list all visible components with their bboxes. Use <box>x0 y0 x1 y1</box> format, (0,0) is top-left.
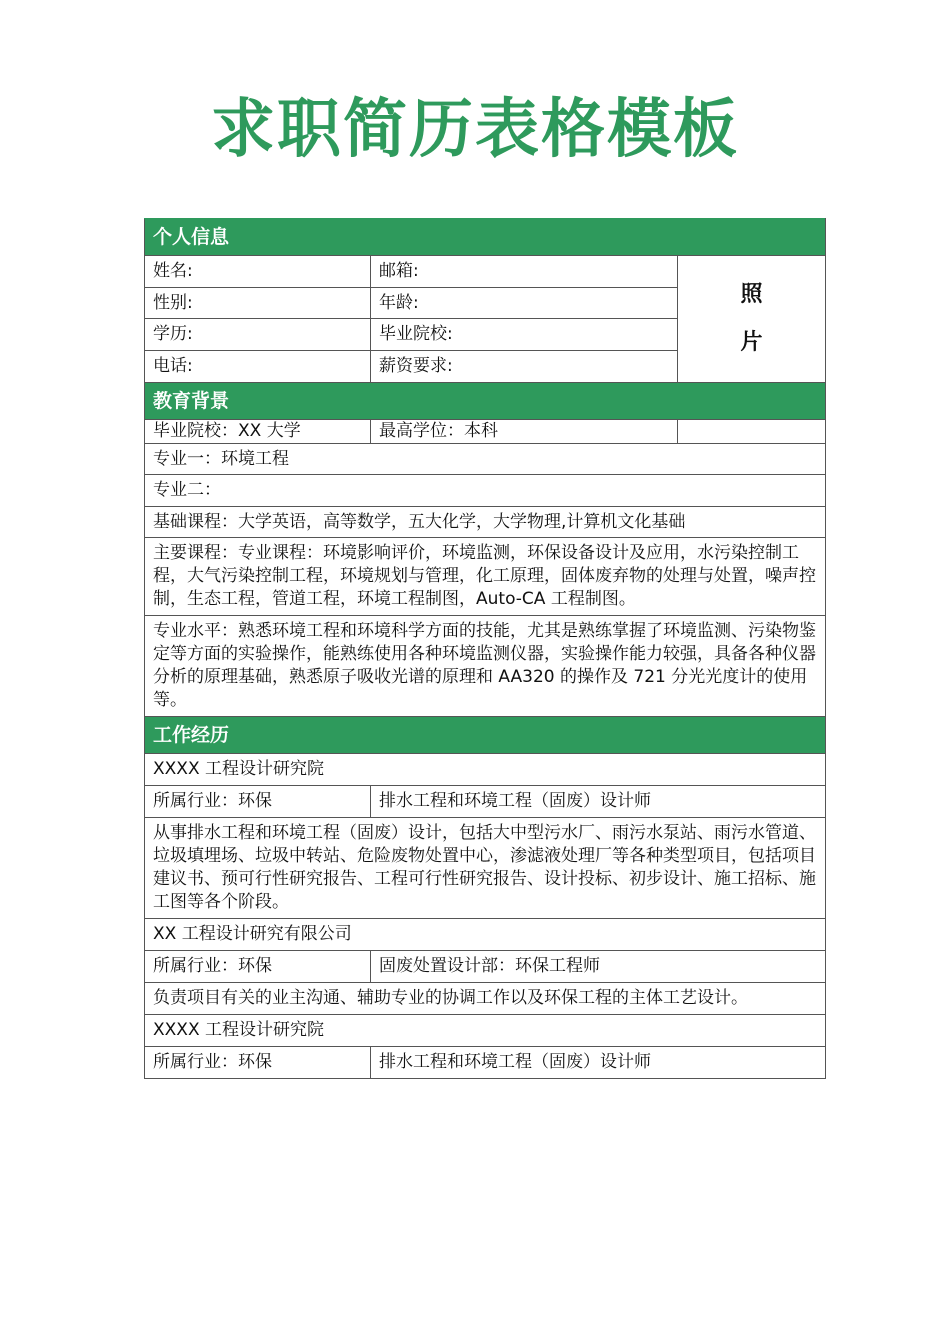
work-position: 排水工程和环境工程（固废）设计师 <box>371 1047 826 1079</box>
work-company: XX 工程设计研究有限公司 <box>145 919 826 951</box>
work-industry: 所属行业：环保 <box>145 1047 371 1079</box>
section-header-work: 工作经历 <box>145 717 826 754</box>
photo-placeholder <box>678 256 826 383</box>
photo-label-line1: 照 <box>740 282 763 307</box>
section-header-personal: 个人信息 <box>145 219 826 256</box>
work-description: 从事排水工程和环境工程（固废）设计，包括大中型污水厂、雨污水泵站、雨污水管道、垃圾填埋场、垃圾中转站、危险废物处置中心，渗滤液处理厂等各种类型项目，包括项目建议书、预可行性研究报告、工程可行性研究报告、设计投标、初步设计、施工招标、施工图等各个阶段。 <box>145 818 826 919</box>
work-industry: 所属行业：环保 <box>145 951 371 983</box>
skill-level: 专业水平：熟悉环境工程和环境科学方面的技能，尤其是熟练掌握了环境监测、污染物鉴定等方面的实验操作，能熟练使用各种环境监测仪器，实验操作能力较强，具备各种仪器分析的原理基础，熟悉原子吸收光谱的原理和 AA320 的操作及 721 分光光度计的使用等。 <box>145 616 826 717</box>
highest-degree: 最高学位：本科 <box>371 420 678 444</box>
work-position: 固废处置设计部：环保工程师 <box>371 951 826 983</box>
gender-field: 性别: <box>145 288 371 319</box>
work-company: XXXX 工程设计研究院 <box>145 1015 826 1047</box>
section-header-education: 教育背景 <box>145 383 826 420</box>
empty-cell <box>678 420 826 444</box>
resume-table <box>144 218 826 1079</box>
phone-field: 电话: <box>145 351 371 383</box>
major-one: 专业一：环境工程 <box>145 444 826 475</box>
basic-courses: 基础课程：大学英语，高等数学，五大化学，大学物理,计算机文化基础 <box>145 507 826 538</box>
school-field: 毕业院校: <box>371 319 678 351</box>
major-two: 专业二： <box>145 475 826 507</box>
age-field: 年龄: <box>371 288 678 319</box>
email-field: 邮箱: <box>371 256 678 288</box>
name-field: 姓名: <box>145 256 371 288</box>
graduated-school: 毕业院校：XX 大学 <box>145 420 371 444</box>
photo-label-line2: 片 <box>740 330 763 355</box>
degree-field: 学历: <box>145 319 371 351</box>
page-title: 求职简历表格模板 <box>211 93 739 167</box>
work-company: XXXX 工程设计研究院 <box>145 754 826 786</box>
main-courses: 主要课程：专业课程：环境影响评价，环境监测，环保设备设计及应用，水污染控制工程，大气污染控制工程，环境规划与管理，化工原理，固体废弃物的处理与处置，噪声控制，生态工程，管道工程，环境工程制图，Auto-CA 工程制图。 <box>145 538 826 616</box>
work-description: 负责项目有关的业主沟通、辅助专业的协调工作以及环保工程的主体工艺设计。 <box>145 983 826 1015</box>
work-position: 排水工程和环境工程（固废）设计师 <box>371 786 826 818</box>
salary-field: 薪资要求: <box>371 351 678 383</box>
work-industry: 所属行业：环保 <box>145 786 371 818</box>
